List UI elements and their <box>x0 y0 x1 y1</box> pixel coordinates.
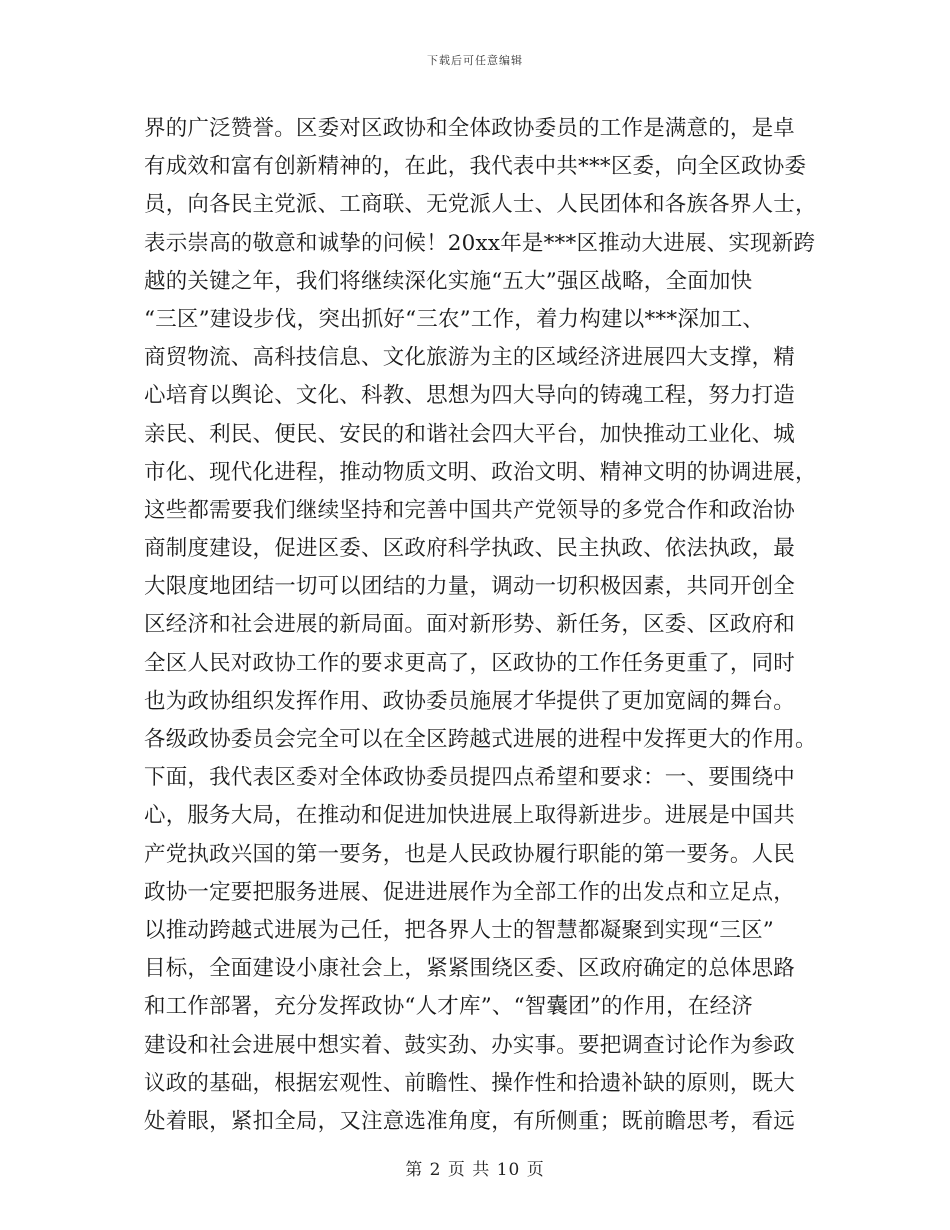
body-line: 处着眼，紧扣全局，又注意选准角度，有所侧重；既前瞻思考，看远 <box>144 1108 796 1134</box>
body-line: 商贸物流、高科技信息、文化旅游为主的区域经济进展四大支撑，精 <box>144 345 796 371</box>
body-line: 议政的基础，根据宏观性、前瞻性、操作性和拾遗补缺的原则，既大 <box>144 1070 796 1096</box>
body-line: 各级政协委员会完全可以在全区跨越式进展的进程中发挥更大的作用。 <box>144 727 817 752</box>
body-line: 政协一定要把服务进展、促进进展作为全部工作的出发点和立足点， <box>144 879 796 905</box>
body-line: 界的广泛赞誉。区委对区政协和全体政协委员的工作是满意的，是卓 <box>144 116 796 141</box>
body-line: 建设和社会进展中想实着、鼓实劲、办实事。要把调查讨论作为参政 <box>144 1032 796 1058</box>
body-line: 产党执政兴国的第一要务，也是人民政协履行职能的第一要务。人民 <box>144 841 796 867</box>
body-line: 表示崇高的敬意和诚挚的问候！20xx年是***区推动大进展、实现新跨 <box>144 230 816 256</box>
body-text <box>144 110 817 1141</box>
body-line: 员，向各民主党派、工商联、无党派人士、人民团体和各族各界人士， <box>144 192 817 218</box>
body-line: 亲民、利民、便民、安民的和谐社会四大平台，加快推动工业化、城 <box>144 421 796 447</box>
body-line: 商制度建设，促进区委、区政府科学执政、民主执政、依法执政，最 <box>144 536 796 562</box>
body-line: “三区”建设步伐，突出抓好“三农”工作，着力构建以***深加工、 <box>144 306 765 332</box>
body-line: 也为政协组织发挥作用、政协委员施展才华提供了更加宽阔的舞台。 <box>144 688 796 714</box>
body-line: 有成效和富有创新精神的，在此，我代表中共***区委，向全区政协委 <box>144 154 807 180</box>
page-number-footer: 第 2 页 共 10 页 <box>405 1160 545 1180</box>
body-line: 心培育以舆论、文化、科教、思想为四大导向的铸魂工程，努力打造 <box>144 383 796 409</box>
body-line: 下面，我代表区委对全体政协委员提四点希望和要求：一、要围绕中 <box>144 765 796 791</box>
body-line: 全区人民对政协工作的要求更高了，区政协的工作任务更重了，同时 <box>144 650 796 676</box>
body-line: 目标，全面建设小康社会上，紧紧围绕区委、区政府确定的总体思路 <box>144 956 796 982</box>
body-line: 和工作部署，充分发挥政协“人才库”、“智囊团”的作用，在经济 <box>144 994 753 1020</box>
body-line: 以推动跨越式进展为己任，把各界人士的智慧都凝聚到实现“三区” <box>144 917 774 943</box>
body-line: 这些都需要我们继续坚持和完善中国共产党领导的多党合作和政治协 <box>144 497 796 523</box>
body-line: 大限度地团结一切可以团结的力量，调动一切积极因素，共同开创全 <box>144 574 796 600</box>
body-line: 越的关键之年，我们将继续深化实施“五大”强区战略，全面加快 <box>144 268 753 294</box>
body-line: 区经济和社会进展的新局面。面对新形势、新任务，区委、区政府和 <box>144 612 796 638</box>
body-line: 心，服务大局，在推动和促进加快进展上取得新进步。进展是中国共 <box>144 803 796 829</box>
body-line: 市化、现代化进程，推动物质文明、政治文明、精神文明的协调进展， <box>144 459 817 485</box>
page-header-note: 下载后可任意编辑 <box>427 54 523 67</box>
